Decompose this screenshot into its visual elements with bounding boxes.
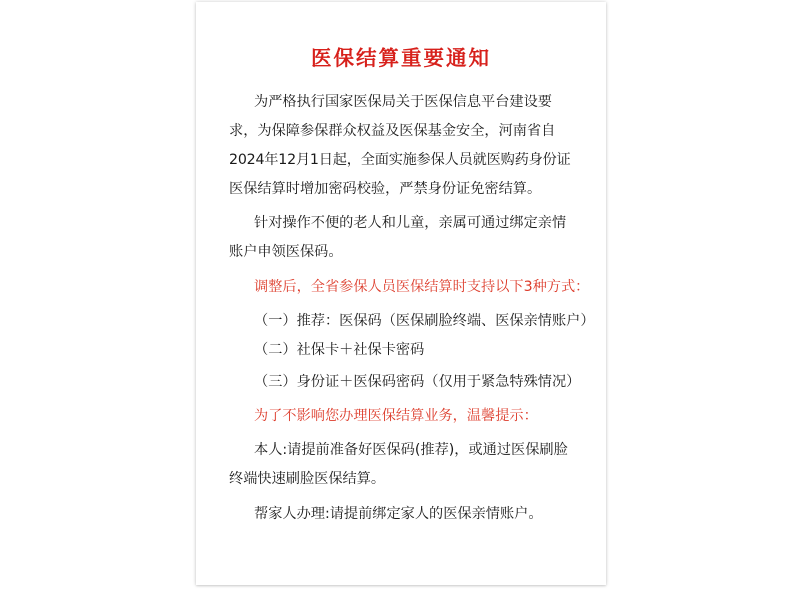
notice-sheet (196, 2, 606, 585)
intro-line-2: 求，为保障参保群众权益及医保基金安全，河南省自 (229, 123, 556, 139)
intro-line-1: 为严格执行国家医保局关于医保信息平台建设要 (254, 94, 552, 110)
method-item-2: （二）社保卡＋社保卡密码 (254, 342, 425, 358)
method-item-3: （三）身份证＋医保码密码（仅用于紧急特殊情况） (254, 374, 581, 390)
notice-title: 医保结算重要通知 (311, 46, 491, 70)
intro-line-3: 2024年12月1日起，全面实施参保人员就医购药身份证 (229, 152, 571, 168)
tip-family: 帮家人办理:请提前绑定家人的医保亲情账户。 (254, 506, 543, 522)
intro-line-4: 医保结算时增加密码校验，严禁身份证免密结算。 (229, 181, 542, 197)
tips-heading: 为了不影响您办理医保结算业务，温馨提示： (254, 408, 538, 424)
family-line-1: 针对操作不便的老人和儿童，亲属可通过绑定亲情 (254, 215, 567, 231)
tip-self-line-1: 本人:请提前准备好医保码(推荐)，或通过医保刷脸 (254, 442, 568, 458)
family-line-2: 账户申领医保码。 (229, 244, 343, 260)
tip-self-line-2: 终端快速刷脸医保结算。 (229, 471, 386, 487)
method-item-1: （一）推荐：医保码（医保刷脸终端、医保亲情账户） (254, 313, 595, 329)
methods-heading: 调整后，全省参保人员医保结算时支持以下3种方式： (254, 279, 590, 295)
